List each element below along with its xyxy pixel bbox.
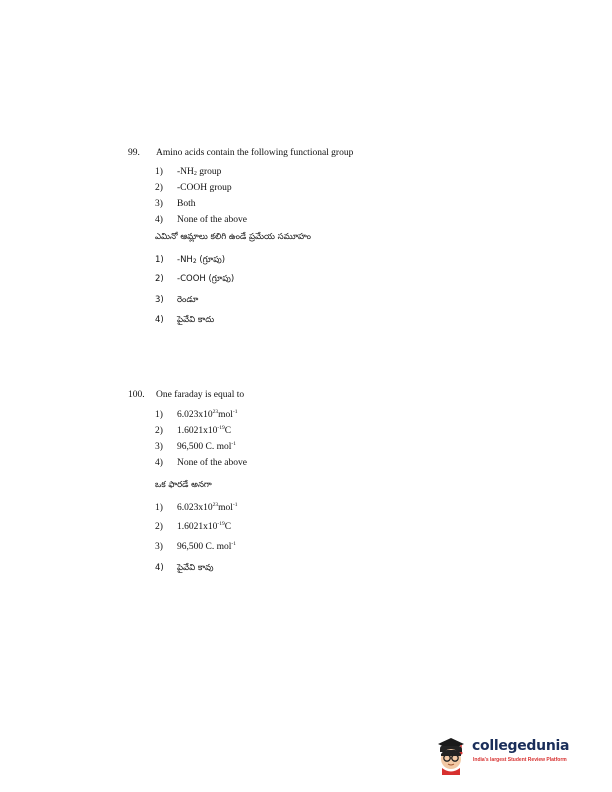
q99-question-telugu: ఎమినో ఆమ్లాలు కలిగి ఉండే ప్రమేయ సమూహం — [155, 232, 311, 242]
q99-option-4-telugu: 4) పైవేవి కాదు — [155, 315, 215, 325]
question-100 — [128, 390, 244, 400]
q100-option-3-telugu: 3) 96,500 C. mol$^{-1}$ — [155, 541, 236, 552]
q100-option-3: 3) 96,500 C. mol$^{-1}$ — [155, 441, 236, 452]
q99-option-3: 3) Both — [155, 199, 196, 209]
logo-tagline: India's largest Student Review Platform — [473, 757, 567, 763]
question-text: One faraday is equal to — [156, 390, 245, 400]
question-number: 100. — [128, 390, 145, 400]
q100-question-telugu: ఒక ఫారడే అనగా — [155, 480, 212, 490]
q99-option-2: 2) -COOH group — [155, 183, 232, 193]
question-number: 99. — [128, 148, 140, 158]
q99-option-2-telugu: 2) -COOH (గ్రూపు) — [155, 274, 235, 284]
q100-option-2: 2) $1.6021x10^{-19}C$ — [155, 425, 232, 436]
q99-option-3-telugu: 3) రెండూ — [155, 295, 199, 305]
q99-option-1: 1) $-NH_2$ group — [155, 167, 222, 177]
logo-wordmark: collegedunia — [472, 738, 570, 754]
collegedunia-logo[interactable] — [432, 735, 570, 775]
question-99 — [128, 148, 353, 158]
q100-option-4: 4) None of the above — [155, 458, 247, 468]
q100-option-4-telugu: 4) పైవేవి కావు — [155, 563, 214, 573]
student-mascot-icon — [432, 735, 470, 775]
q100-option-2-telugu: 2) $1.6021x10^{-19}C$ — [155, 521, 232, 532]
q99-option-1-telugu: 1) $-NH_2$ (గ్రూపు) — [155, 255, 226, 265]
q100-option-1-telugu: 1) $6.023x10^{23}mol^{-1}$ — [155, 502, 238, 513]
q100-option-1: 1) $6.023x10^{23}mol^{-1}$ — [155, 409, 238, 420]
q99-option-4: 4) None of the above — [155, 215, 247, 225]
question-text: Amino acids contain the following functional group — [156, 148, 354, 158]
